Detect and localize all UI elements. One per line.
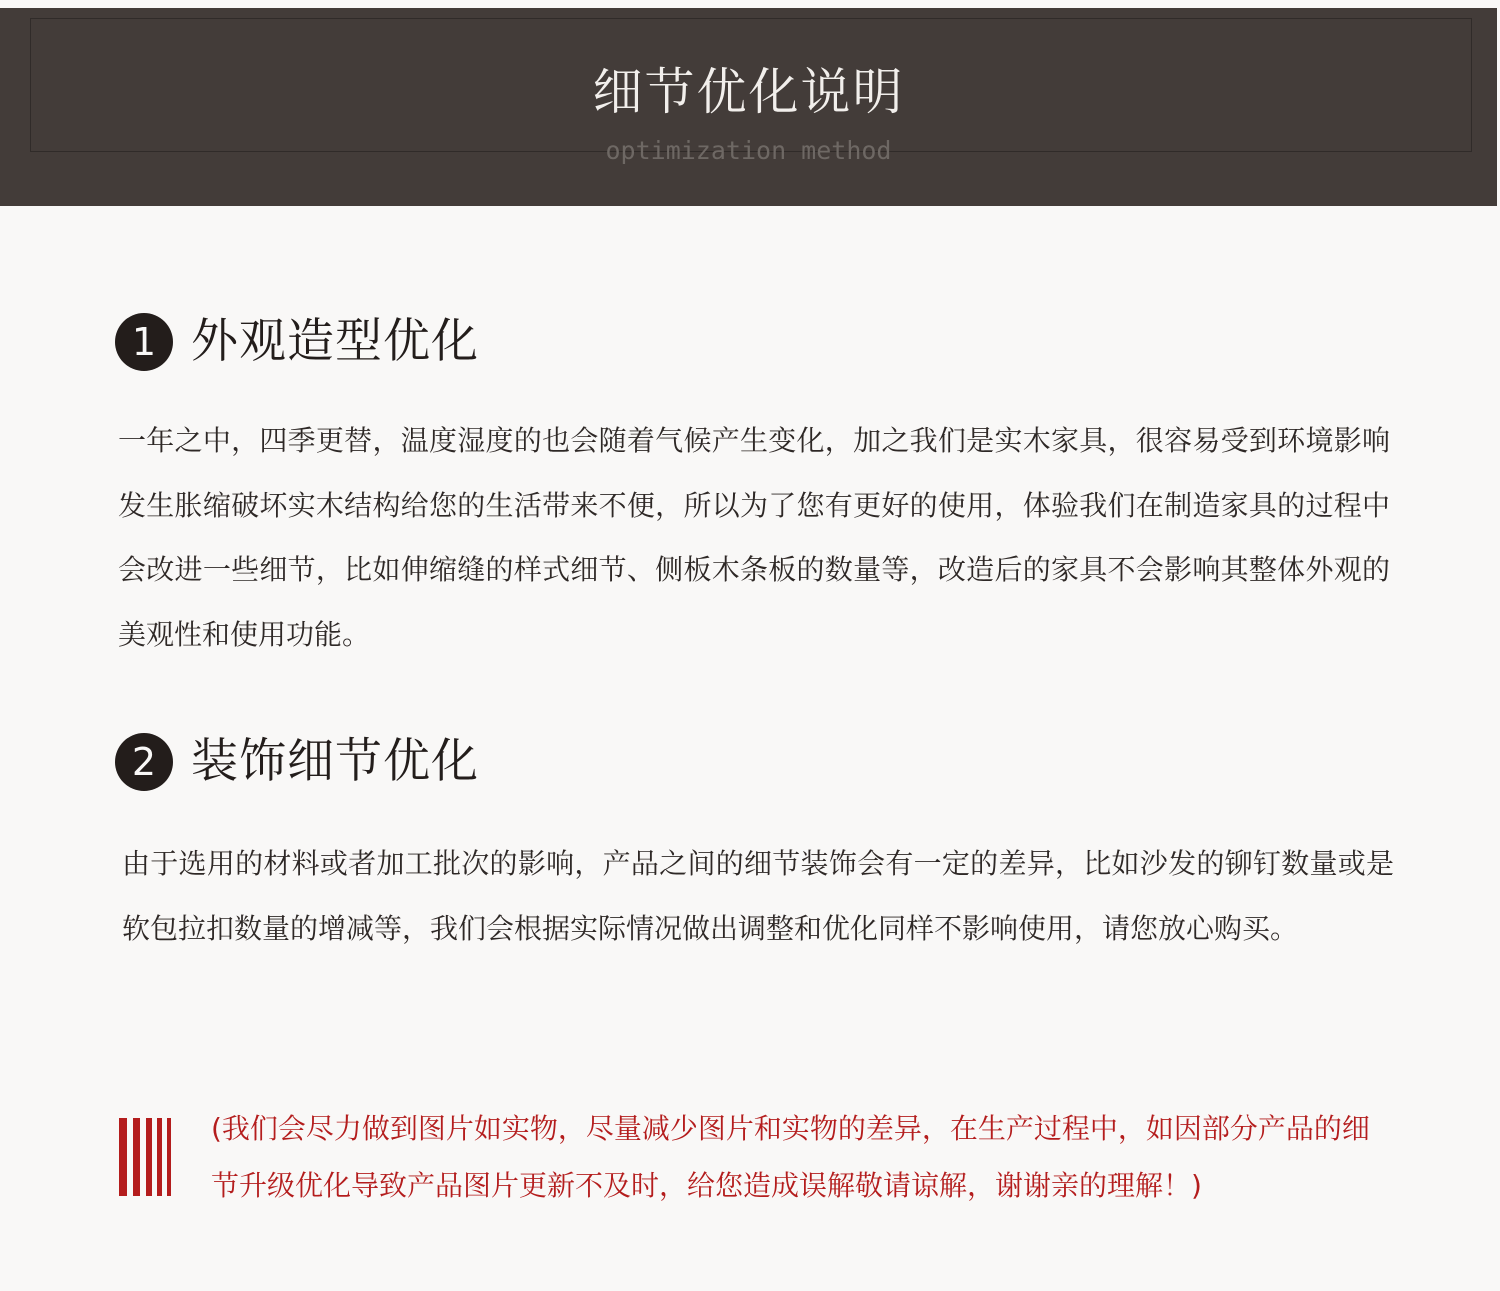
section-title: 装饰细节优化: [191, 734, 479, 789]
notice-text: (我们会尽力做到图片如实物，尽量减少图片和实物的差异，在生产过程中，如因部分产品的细节升级优化导致产品图片更新不及时，给您造成误解敬请谅解，谢谢亲的理解！): [211, 1112, 1370, 1202]
section-heading-1: [115, 312, 479, 372]
section-number-badge: 2: [115, 733, 173, 791]
header-banner: [0, 8, 1497, 206]
section-title: 外观造型优化: [191, 314, 479, 369]
section-body-1: 一年之中，四季更替，温度湿度的也会随着气候产生变化，加之我们是实木家具，很容易受到环境影响发生胀缩破坏实木结构给您的生活带来不便，所以为了您有更好的使用，体验我们在制造家具的过程中会改进一些细节，比如伸缩缝的样式细节、侧板木条板的数量等，改造后的家具不会影响其整体外观的美观性和使用功能。: [118, 424, 1390, 651]
section-number-badge: 1: [115, 313, 173, 371]
section-body-2: 由于选用的材料或者加工批次的影响，产品之间的细节装饰会有一定的差异，比如沙发的铆钉数量或是软包拉扣数量的增减等，我们会根据实际情况做出调整和优化同样不影响使用，请您放心购买。: [122, 847, 1394, 945]
page-subtitle: optimization method: [605, 136, 892, 165]
page-title: 细节优化说明: [592, 63, 905, 121]
section-heading-2: [115, 732, 479, 792]
barcode-stripes-icon: [119, 1118, 171, 1196]
